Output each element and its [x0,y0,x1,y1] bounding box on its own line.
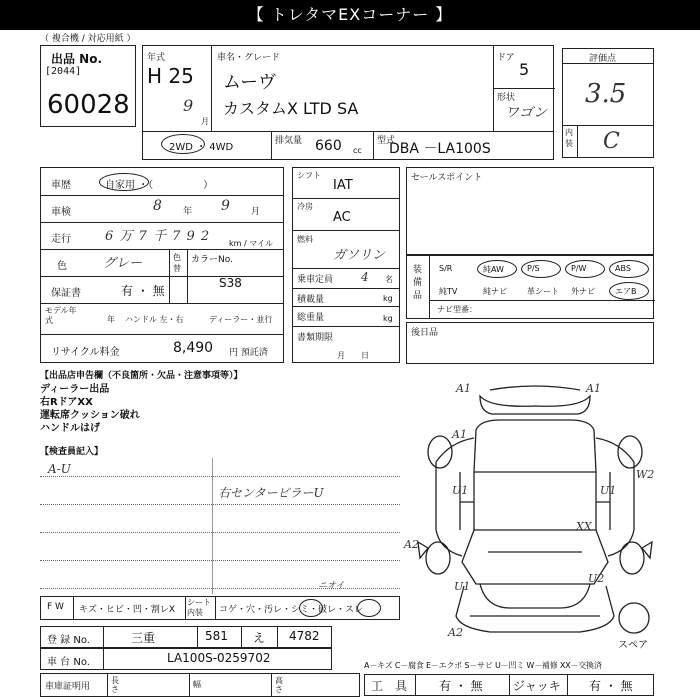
model-label: 型式 [377,136,396,146]
car-grade: カスタムX LTD SA [223,99,359,118]
score-value: 3.5 [585,79,627,109]
load-unit: kg [383,294,393,303]
equipment-item: 革シート [527,287,559,296]
mileage-value: 6 万 7 千 7 9 2 [105,229,211,244]
equipment-item: P/S [527,264,540,273]
doors-value: 5 [519,60,530,79]
fw-items: キズ・ヒビ・凹・割レX [79,605,175,615]
fw-label: F W [47,602,64,612]
equipment-circle [477,260,517,278]
chassis-row [40,648,332,670]
dealer-note-2: 右RドアXX [40,397,93,408]
drive-value: 2WD ・ 4WD [169,142,234,153]
spec-box [292,167,400,363]
after-label: 後日品 [411,328,439,338]
color-no: S38 [219,276,242,290]
lot-tag: [2044] [45,66,82,77]
ac-label: 冷房 [297,202,313,211]
inspect-month: 9 [221,198,230,214]
shift-label: シフト [297,171,321,180]
damage-mark: W2 [636,468,655,481]
doc-label: 書類期限 [297,333,334,343]
equipment-item: 外ナビ [571,287,595,296]
damage-mark: A2 [404,538,419,551]
equipment-circle [609,282,649,300]
seat-items: コゲ・穴・汚レ・シミ・破レ・スレ [219,605,364,615]
color-no-label: カラーNo. [191,255,233,265]
inspector-note-2: 右センターピラーU [218,486,324,500]
color-change: 色替 [173,253,181,273]
reg-value: 自家用 ・（ ） [105,180,214,191]
equipment-item: ABS [615,264,631,273]
spare-label: スペア [618,640,648,651]
inspect-year: 8 [153,198,162,214]
equipment-row-1 [433,260,653,278]
lot-number: 60028 [47,90,130,120]
handle-option: ハンドル 左・右 [125,315,184,324]
equipment-item: 純AW [483,265,504,274]
model-value: DBA －LA100S [389,141,491,157]
registration-number: 4782 [289,629,320,643]
score-box [562,48,654,158]
tear-circle [357,599,381,617]
shift-value: IAT [333,178,353,193]
damage-mark: A1 [586,382,601,395]
fuel-label: 燃料 [297,235,313,244]
dealer-note-3: 運転席クッション破れ [40,410,140,421]
load-label: 積載量 [297,295,325,305]
score-label: 評価点 [589,54,617,64]
mileage-unit: km / マイル [229,239,274,248]
damage-mark: XX [576,520,592,533]
jack-label: ジャッキ [513,679,561,693]
equipment-row-2 [433,282,653,300]
interior-label: 内装 [565,128,573,148]
inspector-note-1: A-U [48,462,71,476]
history-box [40,167,284,363]
cert-width: 幅 [193,680,201,689]
dealer-note-4: ハンドルはげ [40,423,100,434]
equipment-circle [521,260,561,278]
capacity-label: 乗車定員 [297,275,334,285]
sales-label: セールスポイント [411,173,483,183]
damage-mark: U1 [600,484,617,497]
registration-row [40,626,332,648]
cert-label: 車庫証明用 [45,682,91,692]
fw-row [40,596,400,620]
damage-mark: A1 [452,428,467,441]
interior-value: C [603,129,620,154]
month-value: 9 [183,96,194,115]
damage-mark: U1 [452,484,469,497]
damage-mark: U1 [454,580,471,593]
inspect-label: 車検 [51,207,71,218]
equipment-item: S/R [439,264,453,273]
registration-pref: 三重 [131,631,156,645]
cert-height: 高さ [275,676,283,694]
warranty-label: 保証書 [51,288,81,299]
top-note: （ 複合機 / 対応用紙 ） [40,34,136,44]
inspect-year-unit: 年 [183,207,193,217]
year-value: H 25 [147,64,194,88]
equipment-item: エアB [615,287,637,296]
stain-circle [299,599,323,617]
jack-value: 有 ・ 無 [589,679,633,693]
weight-unit: kg [383,314,393,323]
damage-mark: A2 [448,626,463,639]
capacity-unit: 名 [385,275,393,284]
cert-length: 長さ [111,676,119,694]
damage-mark: A1 [456,382,471,395]
diagram-legend: A－キズ C－腐食 E－エクボ S－サビ U－凹ミ W－補修 XX－交換済 [364,661,602,670]
lot-box [40,45,136,127]
reg-label: 車歴 [51,180,71,191]
lot-label: 出品 No. [51,52,103,66]
equipment-box [406,255,654,319]
damage-mark: U2 [588,572,605,585]
registration-kana: え [253,631,266,645]
color-value: グレー [103,256,143,271]
recycle-label: リサイクル料金 [51,347,120,358]
equipment-item: 純TV [439,287,458,296]
recycle-unit: 円 預託済 [229,348,268,358]
shape-value: ワゴン [505,105,547,121]
shape-label: 形状 [497,93,516,103]
damage-diagram [400,372,700,652]
inspector-label: 【検査員記入】 [40,447,104,457]
cert-row [40,673,360,697]
doors-label: ドア [497,53,515,63]
after-box [406,322,654,364]
displacement-value: 660 [315,138,342,154]
navi-label: ナビ型番： [437,305,477,314]
doc-unit: 月 日 [337,351,369,360]
tools-label: 工 具 [371,679,408,693]
dealer-note-1: ディーラー出品 [40,384,110,395]
capacity-value: 4 [361,270,369,284]
odor-note: ニオイ [318,581,345,591]
inspect-month-unit: 月 [251,207,261,217]
chassis-label: 車 台 No. [47,657,90,668]
recycle-value: 8,490 [173,340,214,356]
dealer-option: ディーラー・並行 [209,315,273,324]
car-info-box [142,45,554,160]
equipment-circle [565,260,605,278]
registration-code: 581 [205,629,228,643]
name-label: 車名・グレード [217,53,281,63]
displacement-unit: cc [353,146,362,155]
dealer-notes-label: 【出品店申告欄（不良箇所・欠品・注意事項等）】 [40,371,243,381]
model-year-label: モデル年式 [45,306,77,325]
header-bar [0,0,700,30]
displacement-label: 排気量 [275,136,303,146]
ac-value: AC [333,210,351,225]
weight-label: 総重量 [297,313,325,323]
tools-value: 有 ・ 無 [439,679,483,693]
header-title: 【 トレタマEXコーナー 】 [247,5,453,24]
fuel-value: ガソリン [333,248,386,263]
month-unit: 月 [201,117,209,126]
equipment-item: P/W [571,264,587,273]
chassis-value: LA100S-0259702 [167,651,271,665]
year-label: 年式 [147,53,166,63]
warranty-value: 有 ・ 無 [121,284,165,298]
color-label: 色 [57,261,67,272]
sales-box [406,167,654,255]
car-name: ムーヴ [223,72,277,93]
seat-label: シート内装 [187,598,211,617]
equipment-label: 装備品 [413,265,423,301]
equipment-circle [609,260,649,278]
tools-row [364,674,654,696]
registration-label: 登 録 No. [47,635,90,646]
model-year-unit: 年 [107,315,115,324]
equipment-item: 純ナビ [483,287,507,296]
mileage-label: 走行 [51,234,71,245]
